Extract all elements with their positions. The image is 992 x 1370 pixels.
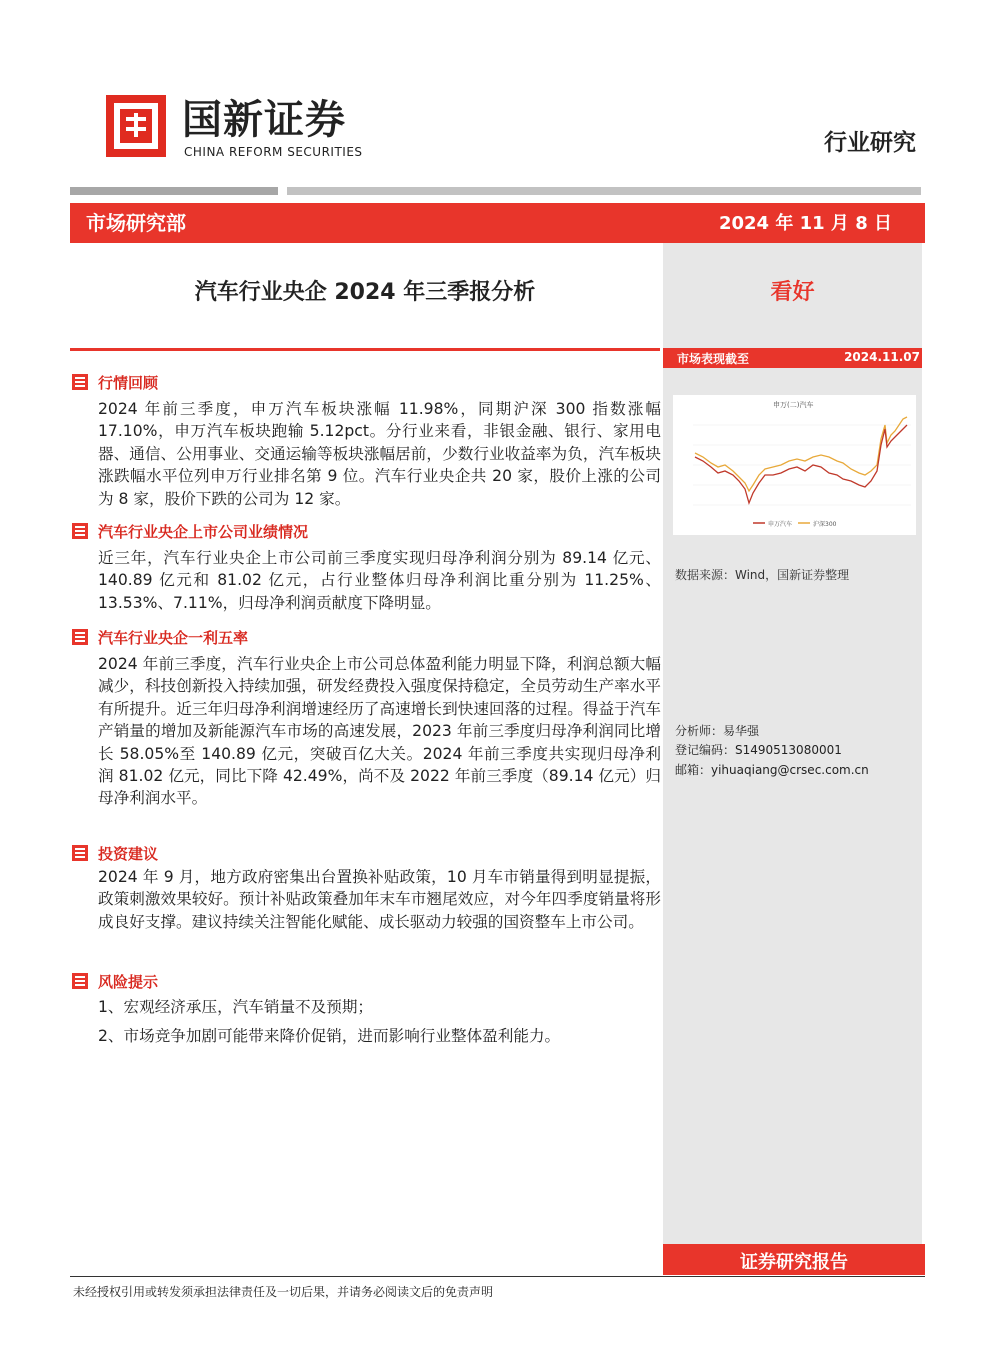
- brand-logo-mark: [106, 95, 166, 157]
- chart-svg: [673, 395, 916, 535]
- performance-label: 市场表现截至: [677, 352, 750, 366]
- section-title-earnings: 汽车行业央企上市公司业绩情况: [98, 523, 309, 541]
- brand-logo-text: 国新证券: [182, 97, 346, 143]
- title-divider: [70, 348, 660, 351]
- brand-logo-english: CHINA REFORM SECURITIES: [184, 145, 363, 159]
- chart-source: 数据来源：Wind，国新证券整理: [675, 568, 850, 582]
- department-label: 市场研究部: [86, 211, 186, 235]
- report-title: 汽车行业央企 2024 年三季报分析: [194, 280, 536, 305]
- header-divider-right: [287, 187, 921, 195]
- legend-hs300: 沪深300: [813, 521, 837, 528]
- market-performance-chart: [673, 395, 916, 535]
- rating-label: 看好: [770, 280, 815, 305]
- section-title-profit-rates: 汽车行业央企一利五率: [98, 629, 249, 647]
- section-bullet-icon: [72, 523, 88, 539]
- footer-label: 证券研究报告: [740, 1252, 848, 1273]
- risk-item: 1、宏观经济承压，汽车销量不及预期；: [98, 998, 374, 1016]
- chart-title: 申万(二)汽车: [773, 401, 814, 409]
- header-divider-left: [70, 187, 278, 195]
- section-title-investment: 投资建议: [98, 845, 159, 863]
- section-text-investment: 2024 年 9 月，地方政府密集出台置换补贴政策，10 月车市销量得到明显提振，政策刺激效果较好。预计补贴政策叠加年末车市翘尾效应，对今年四季度销量将形成良好支撑。建议持续关注智能化赋能、成长驱动力较强的国资整车上市公司。: [98, 868, 661, 931]
- report-date: 2024 年 11 月 8 日: [718, 213, 892, 234]
- section-bullet-icon: [72, 629, 88, 645]
- section-bullet-icon: [72, 973, 88, 989]
- document-type: 行业研究: [824, 130, 916, 156]
- disclaimer: 未经授权引用或转发须承担法律责任及一切后果，并请务必阅读文后的免责声明: [73, 1285, 494, 1299]
- legend-auto: 申万汽车: [768, 521, 793, 528]
- section-text-market-review: 2024 年前三季度，申万汽车板块涨幅 11.98%，同期沪深 300 指数涨幅 17.10%，申万汽车板块跑输 5.12pct。分行业来看，非银金融、银行、家用电器、通信、公用事业、交通运输等板块涨幅居前，少数行业收益率为负，汽车板块涨跌幅水平位列申万行业排名第 9 位。汽车行业央企共 20 家，股价上涨的公司为 8 家，股价下跌的公司为 12 家。: [98, 400, 661, 508]
- series-auto-line: [695, 425, 907, 503]
- section-title-market-review: 行情回顾: [98, 374, 159, 392]
- section-text-earnings: 近三年，汽车行业央企上市公司前三季度实现归母净利润分别为 89.14 亿元、140.89 亿元和 81.02 亿元，占行业整体归母净利润比重分别为 11.25%、13.53%、7.11%，归母净利润贡献度下降明显。: [98, 549, 661, 612]
- section-bullet-icon: [72, 374, 88, 390]
- footer-divider: [70, 1276, 925, 1277]
- performance-date: 2024.11.07: [844, 350, 920, 364]
- section-title-risk: 风险提示: [98, 973, 159, 991]
- section-bullet-icon: [72, 845, 88, 861]
- risk-item: 2、市场竞争加剧可能带来降价促销，进而影响行业整体盈利能力。: [98, 1027, 561, 1045]
- series-hs300-line: [695, 417, 907, 491]
- analyst-email: 邮箱：yihuaqiang@crsec.com.cn: [675, 763, 869, 777]
- analyst-registration: 登记编码：S1490513080001: [675, 743, 842, 757]
- section-text-profit-rates: 2024 年前三季度，汽车行业央企上市公司总体盈利能力明显下降，利润总额大幅减少，科技创新投入持续加强，研发经费投入强度保持稳定，全员劳动生产率水平有所提升。近三年归母净利润增速经历了高速增长到快速回落的过程。得益于汽车产销量的增加及新能源汽车市场的高速发展，2023 年前三季度归母净利润同比增长 58.05%至 140.89 亿元，突破百亿大关。2024 年前三季度共实现归母净利润 81.02 亿元，同比下降 42.49%，尚不及 2022 年前三季度（89.14 亿元）归母净利润水平。: [98, 655, 661, 808]
- analyst-name: 分析师：易华强: [675, 724, 760, 738]
